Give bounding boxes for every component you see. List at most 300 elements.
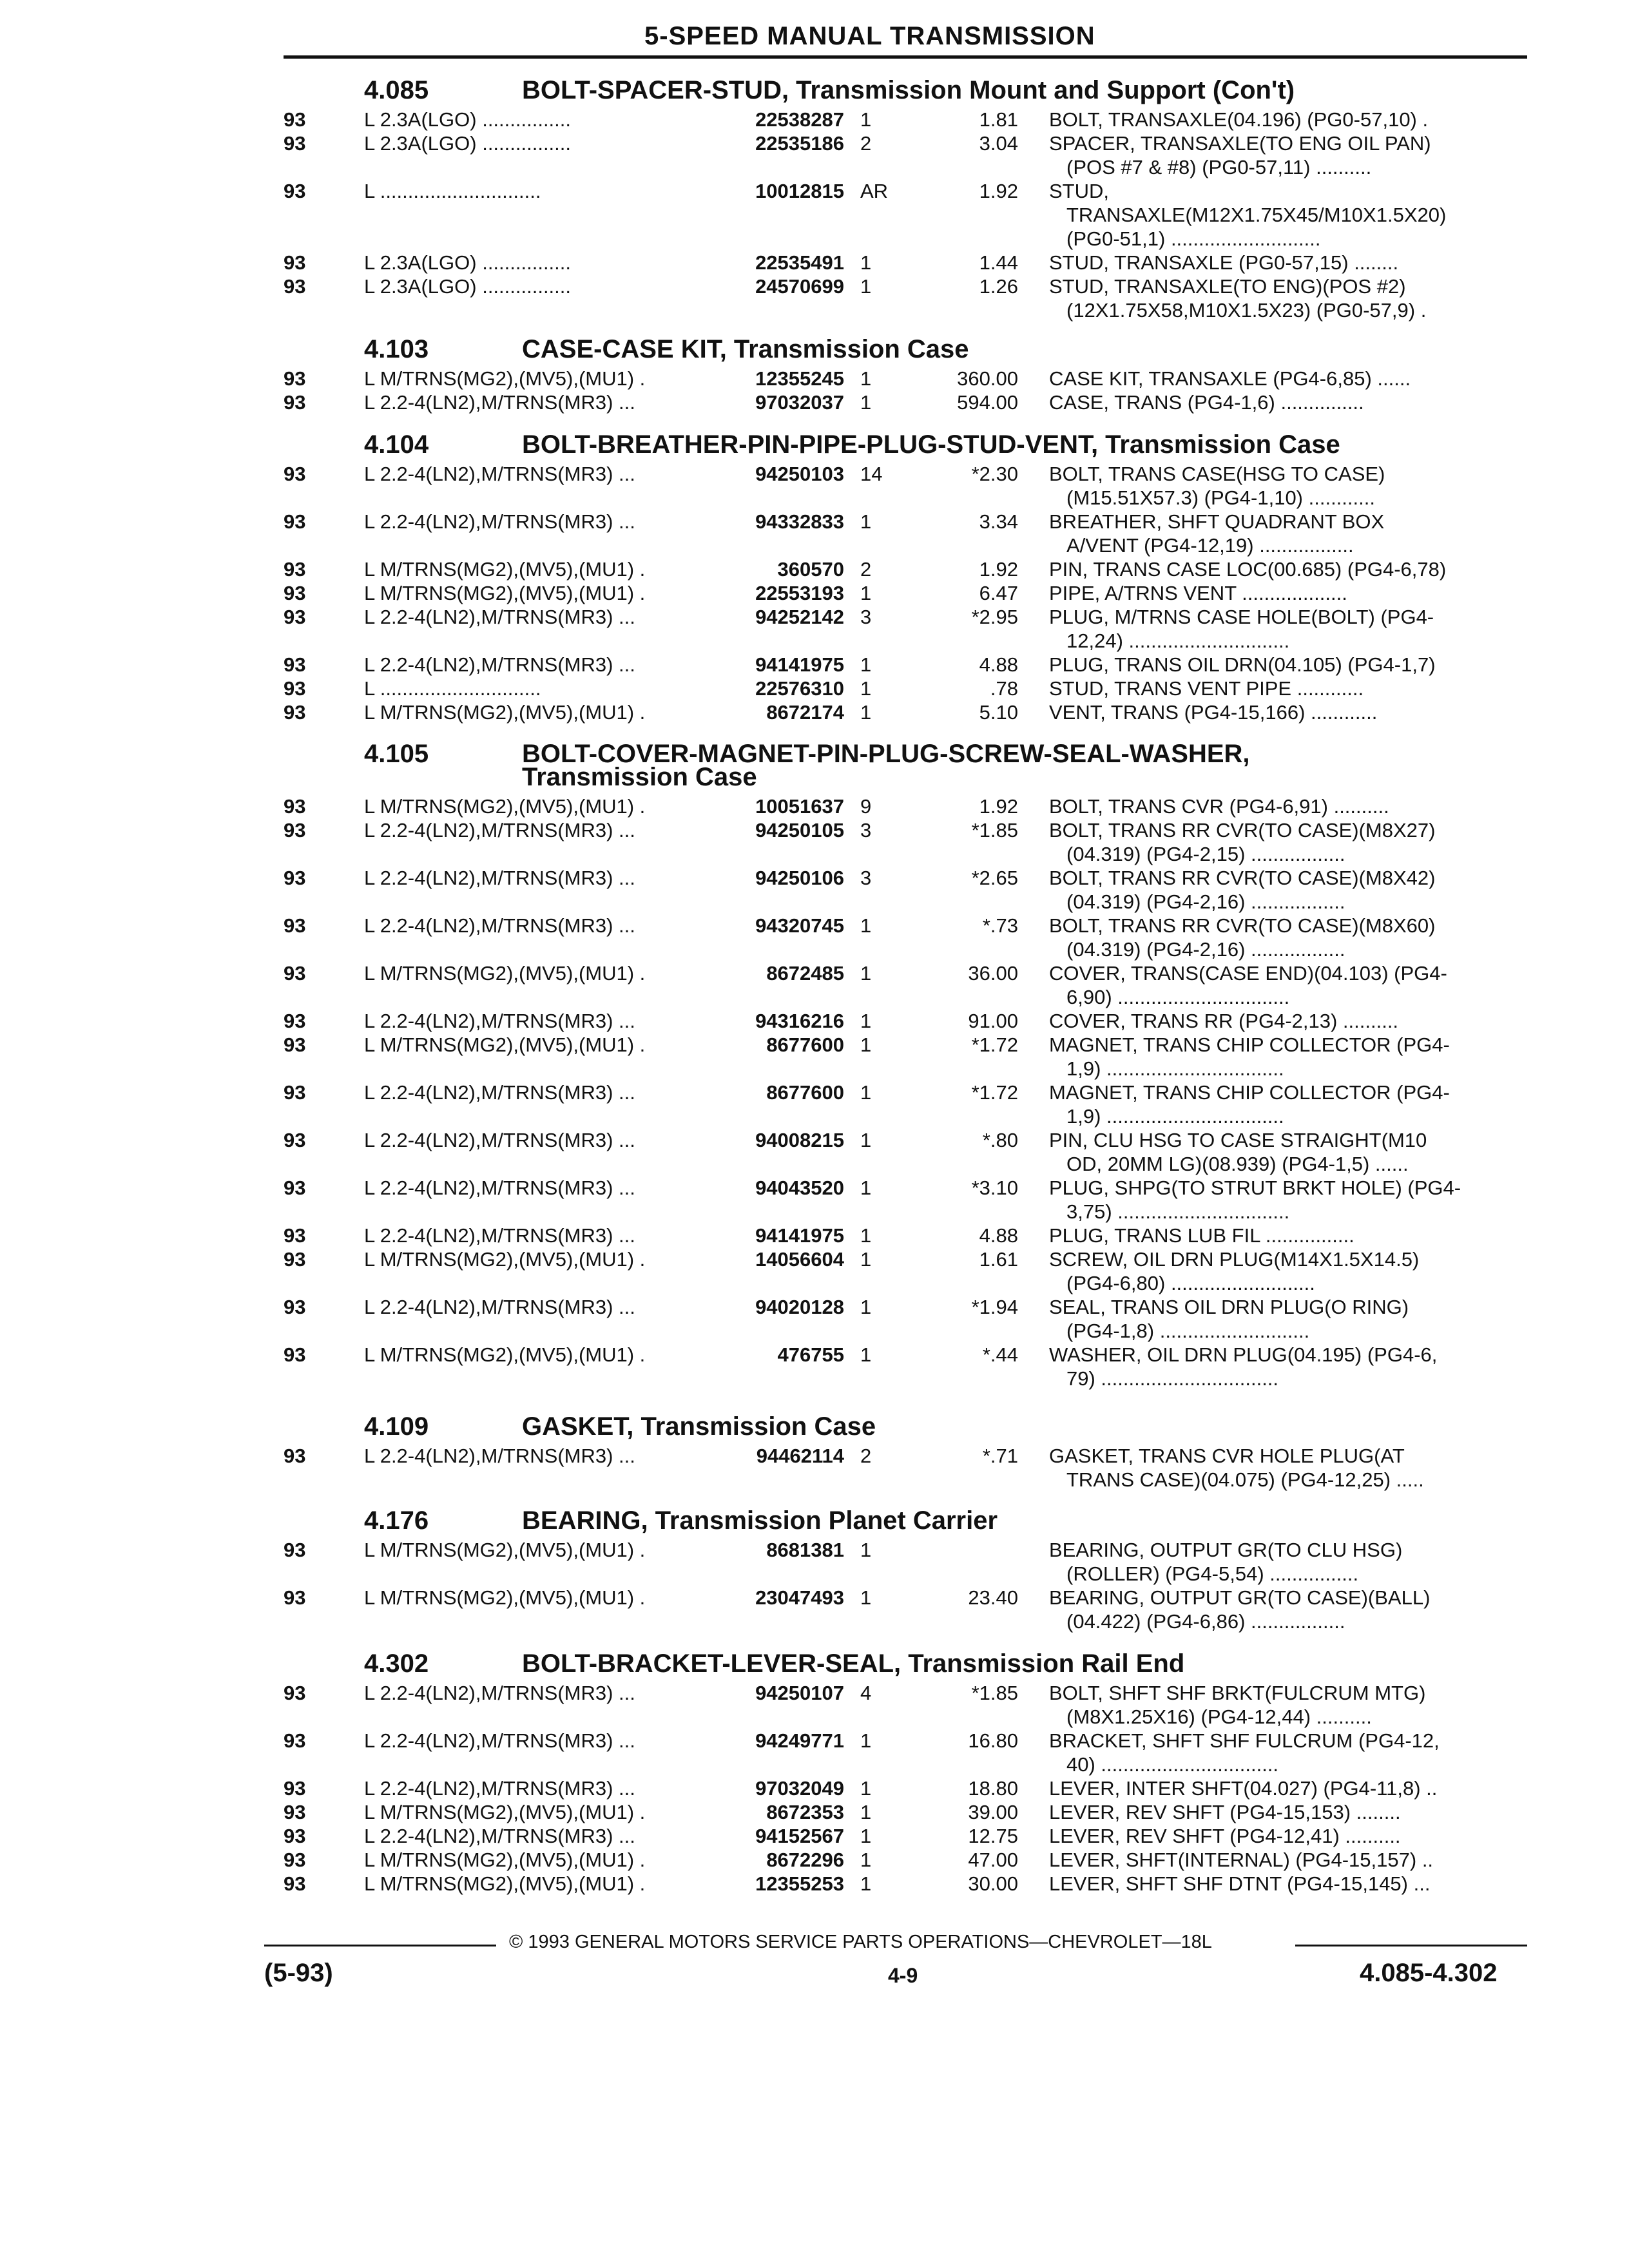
part-number: 22538287 <box>755 108 844 131</box>
footer-divider-left <box>264 1945 496 1946</box>
part-number: 94249771 <box>755 1729 844 1752</box>
price: *2.95 <box>971 606 1018 628</box>
part-description: BOLT, SHFT SHF BRKT(FULCRUM MTG) <box>1049 1682 1426 1704</box>
part-description: LEVER, SHFT SHF DTNT (PG4-15,145) ... <box>1049 1872 1431 1895</box>
application: L 2.2-4(LN2),M/TRNS(MR3) ... <box>364 914 635 937</box>
quantity: 1 <box>860 1539 872 1561</box>
model-year: 93 <box>284 1296 306 1318</box>
quantity: 2 <box>860 132 872 155</box>
part-number: 94141975 <box>755 1224 844 1247</box>
part-description-continued: (12X1.75X58,M10X1.5X23) (PG0-57,9) . <box>1066 299 1427 322</box>
part-number: 97032049 <box>755 1777 844 1800</box>
part-description: SPACER, TRANSAXLE(TO ENG OIL PAN) <box>1049 132 1431 155</box>
part-row <box>0 582 1629 605</box>
quantity: 1 <box>860 914 872 937</box>
application: L 2.2-4(LN2),M/TRNS(MR3) ... <box>364 819 635 841</box>
price: 47.00 <box>968 1849 1018 1871</box>
application: L M/TRNS(MG2),(MV5),(MU1) . <box>364 1539 646 1561</box>
model-year: 93 <box>284 867 306 889</box>
part-description-continued: (04.319) (PG4-2,16) ................. <box>1066 938 1345 961</box>
part-row <box>0 1729 1629 1753</box>
part-row <box>0 1849 1629 1872</box>
price: *.80 <box>982 1129 1018 1151</box>
section-number: 4.103 <box>364 335 429 363</box>
model-year: 93 <box>284 558 306 581</box>
quantity: 1 <box>860 653 872 676</box>
price: 91.00 <box>968 1010 1018 1032</box>
section-title-continued: Transmission Case <box>522 763 757 791</box>
part-number: 14056604 <box>755 1248 844 1271</box>
price: *1.72 <box>971 1033 1018 1056</box>
application: L M/TRNS(MG2),(MV5),(MU1) . <box>364 795 646 818</box>
model-year: 93 <box>284 367 306 390</box>
part-description: CASE, TRANS (PG4-1,6) ............... <box>1049 391 1364 414</box>
part-description: BOLT, TRANS CVR (PG4-6,91) .......... <box>1049 795 1389 818</box>
part-number: 22535186 <box>755 132 844 155</box>
part-number: 8681381 <box>766 1539 844 1561</box>
model-year: 93 <box>284 391 306 414</box>
part-description-continued: (PG4-1,8) ........................... <box>1066 1320 1310 1342</box>
part-number: 476755 <box>777 1343 844 1366</box>
part-row <box>0 795 1629 818</box>
model-year: 93 <box>284 1539 306 1561</box>
part-description-continued: (M8X1.25X16) (PG4-12,44) .......... <box>1066 1706 1372 1728</box>
part-description: LEVER, REV SHFT (PG4-15,153) ........ <box>1049 1801 1401 1823</box>
model-year: 93 <box>284 1177 306 1199</box>
application: L M/TRNS(MG2),(MV5),(MU1) . <box>364 558 646 581</box>
part-description-continued: (04.319) (PG4-2,16) ................. <box>1066 890 1345 913</box>
part-number: 94250106 <box>755 867 844 889</box>
part-description: BOLT, TRANS RR CVR(TO CASE)(M8X60) <box>1049 914 1436 937</box>
part-description: BOLT, TRANS CASE(HSG TO CASE) <box>1049 463 1385 485</box>
part-description-continued: TRANS CASE)(04.075) (PG4-12,25) ..... <box>1066 1468 1424 1491</box>
quantity: 1 <box>860 1729 872 1752</box>
part-description: BREATHER, SHFT QUADRANT BOX <box>1049 510 1385 533</box>
section-title: GASKET, Transmission Case <box>522 1412 876 1441</box>
model-year: 93 <box>284 1849 306 1871</box>
price: 3.04 <box>979 132 1018 155</box>
price: 1.92 <box>979 180 1018 202</box>
part-description: COVER, TRANS RR (PG4-2,13) .......... <box>1049 1010 1399 1032</box>
part-number: 94250107 <box>755 1682 844 1704</box>
part-row <box>0 962 1629 985</box>
quantity: 1 <box>860 1129 872 1151</box>
part-row <box>0 1801 1629 1824</box>
part-description-continued: 79) ................................ <box>1066 1367 1279 1390</box>
quantity: 14 <box>860 463 883 485</box>
section-title: CASE-CASE KIT, Transmission Case <box>522 335 969 363</box>
price: 1.61 <box>979 1248 1018 1271</box>
application: L M/TRNS(MG2),(MV5),(MU1) . <box>364 701 646 724</box>
part-description-continued: TRANSAXLE(M12X1.75X45/M10X1.5X20) <box>1066 204 1447 226</box>
part-row <box>0 1445 1629 1468</box>
model-year: 93 <box>284 275 306 298</box>
price: 23.40 <box>968 1586 1018 1609</box>
quantity: 1 <box>860 582 872 604</box>
price: 6.47 <box>979 582 1018 604</box>
section-title: BOLT-BREATHER-PIN-PIPE-PLUG-STUD-VENT, Transmission Case <box>522 430 1340 459</box>
model-year: 93 <box>284 108 306 131</box>
copyright-notice: © 1993 GENERAL MOTORS SERVICE PARTS OPERATIONS—CHEVROLET—18L <box>509 1932 1212 1952</box>
quantity: 1 <box>860 1010 872 1032</box>
part-description: CASE KIT, TRANSAXLE (PG4-6,85) ...... <box>1049 367 1411 390</box>
model-year: 93 <box>284 1343 306 1366</box>
application: L 2.3A(LGO) ................ <box>364 251 572 274</box>
price: 4.88 <box>979 653 1018 676</box>
part-number: 8677600 <box>766 1081 844 1104</box>
application: L 2.3A(LGO) ................ <box>364 108 572 131</box>
part-description: STUD, TRANSAXLE (PG0-57,15) ........ <box>1049 251 1399 274</box>
model-year: 93 <box>284 1777 306 1800</box>
part-row <box>0 1296 1629 1319</box>
part-description: BEARING, OUTPUT GR(TO CASE)(BALL) <box>1049 1586 1431 1609</box>
part-description: COVER, TRANS(CASE END)(04.103) (PG4- <box>1049 962 1447 985</box>
application: L 2.2-4(LN2),M/TRNS(MR3) ... <box>364 391 635 414</box>
page-title: 5-SPEED MANUAL TRANSMISSION <box>644 22 1095 50</box>
part-description-continued: (04.422) (PG4-6,86) ................. <box>1066 1610 1345 1633</box>
quantity: 1 <box>860 367 872 390</box>
price: 594.00 <box>957 391 1018 414</box>
application: L 2.2-4(LN2),M/TRNS(MR3) ... <box>364 867 635 889</box>
model-year: 93 <box>284 1224 306 1247</box>
part-description-continued: (PG4-6,80) .......................... <box>1066 1272 1315 1294</box>
quantity: 1 <box>860 1849 872 1871</box>
part-description: SCREW, OIL DRN PLUG(M14X1.5X14.5) <box>1049 1248 1420 1271</box>
part-row <box>0 558 1629 581</box>
part-number: 12355253 <box>755 1872 844 1895</box>
application: L M/TRNS(MG2),(MV5),(MU1) . <box>364 1248 646 1271</box>
part-row <box>0 1586 1629 1610</box>
part-row <box>0 1343 1629 1367</box>
price: .78 <box>990 677 1018 700</box>
part-number: 8677600 <box>766 1033 844 1056</box>
part-description: LEVER, REV SHFT (PG4-12,41) .......... <box>1049 1825 1401 1847</box>
quantity: 1 <box>860 1343 872 1366</box>
quantity: 1 <box>860 701 872 724</box>
part-number: 10012815 <box>755 180 844 202</box>
application: L M/TRNS(MG2),(MV5),(MU1) . <box>364 1801 646 1823</box>
part-description-continued: 1,9) ................................ <box>1066 1105 1284 1128</box>
application: L M/TRNS(MG2),(MV5),(MU1) . <box>364 962 646 985</box>
part-description: PLUG, M/TRNS CASE HOLE(BOLT) (PG4- <box>1049 606 1434 628</box>
part-number: 10051637 <box>755 795 844 818</box>
part-description: BOLT, TRANS RR CVR(TO CASE)(M8X27) <box>1049 819 1436 841</box>
price: *1.72 <box>971 1081 1018 1104</box>
part-number: 22576310 <box>755 677 844 700</box>
part-row <box>0 1129 1629 1152</box>
price: 1.92 <box>979 795 1018 818</box>
model-year: 93 <box>284 962 306 985</box>
part-description-continued: (M15.51X57.3) (PG4-1,10) ............ <box>1066 486 1375 509</box>
part-description-continued: (POS #7 & #8) (PG0-57,11) .......... <box>1066 156 1372 178</box>
model-year: 93 <box>284 1682 306 1704</box>
section-title: BEARING, Transmission Planet Carrier <box>522 1506 998 1535</box>
application: L 2.2-4(LN2),M/TRNS(MR3) ... <box>364 1224 635 1247</box>
section-title: BOLT-COVER-MAGNET-PIN-PLUG-SCREW-SEAL-WASHER, <box>522 740 1250 768</box>
model-year: 93 <box>284 1445 306 1467</box>
part-row <box>0 1248 1629 1271</box>
part-number: 23047493 <box>755 1586 844 1609</box>
section-number: 4.085 <box>364 76 429 104</box>
model-year: 93 <box>284 1872 306 1895</box>
part-description: WASHER, OIL DRN PLUG(04.195) (PG4-6, <box>1049 1343 1438 1366</box>
part-description: PLUG, TRANS OIL DRN(04.105) (PG4-1,7) <box>1049 653 1436 676</box>
quantity: 1 <box>860 1081 872 1104</box>
quantity: 3 <box>860 819 872 841</box>
price: *.71 <box>982 1445 1018 1467</box>
application: L 2.2-4(LN2),M/TRNS(MR3) ... <box>364 1296 635 1318</box>
quantity: 1 <box>860 1825 872 1847</box>
part-description-continued: 1,9) ................................ <box>1066 1057 1284 1080</box>
model-year: 93 <box>284 653 306 676</box>
part-description: GASKET, TRANS CVR HOLE PLUG(AT <box>1049 1445 1405 1467</box>
part-row <box>0 1081 1629 1104</box>
part-row <box>0 251 1629 274</box>
part-number: 8672296 <box>766 1849 844 1871</box>
price: *1.94 <box>971 1296 1018 1318</box>
model-year: 93 <box>284 463 306 485</box>
model-year: 93 <box>284 1586 306 1609</box>
model-year: 93 <box>284 1033 306 1056</box>
part-description: VENT, TRANS (PG4-15,166) ............ <box>1049 701 1378 724</box>
part-number: 24570699 <box>755 275 844 298</box>
part-row <box>0 701 1629 724</box>
model-year: 93 <box>284 1248 306 1271</box>
part-description: PIN, TRANS CASE LOC(00.685) (PG4-6,78) <box>1049 558 1447 581</box>
part-number: 360570 <box>777 558 844 581</box>
section-number: 4.104 <box>364 430 429 459</box>
part-description-continued: 6,90) ............................... <box>1066 986 1290 1008</box>
quantity: 3 <box>860 606 872 628</box>
application: L M/TRNS(MG2),(MV5),(MU1) . <box>364 582 646 604</box>
quantity: AR <box>860 180 889 202</box>
part-number: 22535491 <box>755 251 844 274</box>
application: L M/TRNS(MG2),(MV5),(MU1) . <box>364 1586 646 1609</box>
quantity: 1 <box>860 1177 872 1199</box>
part-description-continued: (04.319) (PG4-2,15) ................. <box>1066 843 1345 865</box>
part-number: 94020128 <box>755 1296 844 1318</box>
part-description: PLUG, TRANS LUB FIL ................ <box>1049 1224 1354 1247</box>
section-number: 4.302 <box>364 1649 429 1678</box>
part-number: 94043520 <box>755 1177 844 1199</box>
part-row <box>0 1177 1629 1200</box>
part-row <box>0 653 1629 677</box>
model-year: 93 <box>284 180 306 202</box>
part-description: BEARING, OUTPUT GR(TO CLU HSG) <box>1049 1539 1403 1561</box>
quantity: 1 <box>860 1296 872 1318</box>
part-row <box>0 677 1629 700</box>
application: L M/TRNS(MG2),(MV5),(MU1) . <box>364 1849 646 1871</box>
model-year: 93 <box>284 914 306 937</box>
part-row <box>0 391 1629 414</box>
part-row <box>0 1825 1629 1848</box>
model-year: 93 <box>284 251 306 274</box>
part-row <box>0 180 1629 203</box>
model-year: 93 <box>284 701 306 724</box>
price: 39.00 <box>968 1801 1018 1823</box>
part-row <box>0 867 1629 890</box>
part-row <box>0 1224 1629 1247</box>
application: L 2.2-4(LN2),M/TRNS(MR3) ... <box>364 463 635 485</box>
part-row <box>0 606 1629 629</box>
application: L M/TRNS(MG2),(MV5),(MU1) . <box>364 367 646 390</box>
revision-date: (5-93) <box>264 1959 333 1987</box>
part-number: 94332833 <box>755 510 844 533</box>
quantity: 2 <box>860 1445 872 1467</box>
price: *1.85 <box>971 819 1018 841</box>
part-row <box>0 275 1629 298</box>
part-number: 94152567 <box>755 1825 844 1847</box>
part-description: PLUG, SHPG(TO STRUT BRKT HOLE) (PG4- <box>1049 1177 1461 1199</box>
part-number: 8672485 <box>766 962 844 985</box>
price: *.44 <box>982 1343 1018 1366</box>
part-description-continued: A/VENT (PG4-12,19) ................. <box>1066 534 1354 557</box>
price: 3.34 <box>979 510 1018 533</box>
part-number: 94320745 <box>755 914 844 937</box>
application: L 2.2-4(LN2),M/TRNS(MR3) ... <box>364 1445 635 1467</box>
part-row <box>0 1872 1629 1896</box>
part-number: 8672353 <box>766 1801 844 1823</box>
quantity: 1 <box>860 1777 872 1800</box>
price: *.73 <box>982 914 1018 937</box>
quantity: 1 <box>860 251 872 274</box>
price: *2.65 <box>971 867 1018 889</box>
price: *2.30 <box>971 463 1018 485</box>
part-description: SEAL, TRANS OIL DRN PLUG(O RING) <box>1049 1296 1409 1318</box>
part-number: 94250103 <box>755 463 844 485</box>
model-year: 93 <box>284 1081 306 1104</box>
part-number: 8672174 <box>766 701 844 724</box>
page-number: 4-9 <box>888 1964 918 1987</box>
price: 1.92 <box>979 558 1018 581</box>
part-row <box>0 108 1629 131</box>
part-row <box>0 463 1629 486</box>
application: L ............................. <box>364 677 541 700</box>
part-description: LEVER, INTER SHFT(04.027) (PG4-11,8) .. <box>1049 1777 1438 1800</box>
model-year: 93 <box>284 132 306 155</box>
application: L ............................. <box>364 180 541 202</box>
model-year: 93 <box>284 582 306 604</box>
price: 16.80 <box>968 1729 1018 1752</box>
quantity: 1 <box>860 1248 872 1271</box>
application: L 2.2-4(LN2),M/TRNS(MR3) ... <box>364 1129 635 1151</box>
application: L 2.3A(LGO) ................ <box>364 132 572 155</box>
part-number: 12355245 <box>755 367 844 390</box>
application: L 2.2-4(LN2),M/TRNS(MR3) ... <box>364 606 635 628</box>
part-row <box>0 1010 1629 1033</box>
application: L 2.2-4(LN2),M/TRNS(MR3) ... <box>364 1729 635 1752</box>
part-row <box>0 367 1629 390</box>
part-row <box>0 1033 1629 1057</box>
application: L 2.2-4(LN2),M/TRNS(MR3) ... <box>364 1081 635 1104</box>
quantity: 9 <box>860 795 872 818</box>
application: L 2.2-4(LN2),M/TRNS(MR3) ... <box>364 1177 635 1199</box>
section-number: 4.176 <box>364 1506 429 1535</box>
header-divider <box>284 55 1527 59</box>
application: L 2.2-4(LN2),M/TRNS(MR3) ... <box>364 653 635 676</box>
part-description: MAGNET, TRANS CHIP COLLECTOR (PG4- <box>1049 1081 1450 1104</box>
application: L 2.2-4(LN2),M/TRNS(MR3) ... <box>364 1825 635 1847</box>
part-number: 94008215 <box>755 1129 844 1151</box>
application: L M/TRNS(MG2),(MV5),(MU1) . <box>364 1872 646 1895</box>
part-description-continued: OD, 20MM LG)(08.939) (PG4-1,5) ...... <box>1066 1153 1409 1175</box>
part-row <box>0 819 1629 842</box>
part-description: STUD, <box>1049 180 1109 202</box>
part-row <box>0 132 1629 155</box>
model-year: 93 <box>284 677 306 700</box>
model-year: 93 <box>284 1129 306 1151</box>
part-number: 94141975 <box>755 653 844 676</box>
price: 1.81 <box>979 108 1018 131</box>
model-year: 93 <box>284 510 306 533</box>
application: L 2.2-4(LN2),M/TRNS(MR3) ... <box>364 1010 635 1032</box>
part-row <box>0 1777 1629 1800</box>
price: 12.75 <box>968 1825 1018 1847</box>
quantity: 1 <box>860 962 872 985</box>
section-range: 4.085-4.302 <box>1360 1959 1498 1987</box>
part-number: 22553193 <box>755 582 844 604</box>
part-description: MAGNET, TRANS CHIP COLLECTOR (PG4- <box>1049 1033 1450 1056</box>
price: 1.44 <box>979 251 1018 274</box>
application: L 2.3A(LGO) ................ <box>364 275 572 298</box>
part-description: STUD, TRANSAXLE(TO ENG)(POS #2) <box>1049 275 1406 298</box>
price: 36.00 <box>968 962 1018 985</box>
quantity: 1 <box>860 677 872 700</box>
part-number: 97032037 <box>755 391 844 414</box>
application: L M/TRNS(MG2),(MV5),(MU1) . <box>364 1343 646 1366</box>
quantity: 1 <box>860 1033 872 1056</box>
quantity: 1 <box>860 108 872 131</box>
model-year: 93 <box>284 1010 306 1032</box>
section-number: 4.109 <box>364 1412 429 1441</box>
quantity: 1 <box>860 1801 872 1823</box>
model-year: 93 <box>284 1825 306 1847</box>
price: *1.85 <box>971 1682 1018 1704</box>
model-year: 93 <box>284 1801 306 1823</box>
part-number: 94252142 <box>755 606 844 628</box>
part-row <box>0 1682 1629 1705</box>
part-description-continued: 12,24) ............................. <box>1066 629 1290 652</box>
model-year: 93 <box>284 795 306 818</box>
price: 1.26 <box>979 275 1018 298</box>
quantity: 3 <box>860 867 872 889</box>
application: L M/TRNS(MG2),(MV5),(MU1) . <box>364 1033 646 1056</box>
quantity: 4 <box>860 1682 872 1704</box>
quantity: 1 <box>860 1224 872 1247</box>
part-description-continued: (PG0-51,1) ........................... <box>1066 227 1321 250</box>
section-title: BOLT-SPACER-STUD, Transmission Mount and Support (Con't) <box>522 76 1295 104</box>
model-year: 93 <box>284 1729 306 1752</box>
part-number: 94316216 <box>755 1010 844 1032</box>
model-year: 93 <box>284 606 306 628</box>
quantity: 2 <box>860 558 872 581</box>
price: 18.80 <box>968 1777 1018 1800</box>
part-row <box>0 510 1629 533</box>
price: *3.10 <box>971 1177 1018 1199</box>
part-row <box>0 1539 1629 1562</box>
price: 360.00 <box>957 367 1018 390</box>
application: L 2.2-4(LN2),M/TRNS(MR3) ... <box>364 510 635 533</box>
part-description: BRACKET, SHFT SHF FULCRUM (PG4-12, <box>1049 1729 1440 1752</box>
section-title: BOLT-BRACKET-LEVER-SEAL, Transmission Rail End <box>522 1649 1185 1678</box>
application: L 2.2-4(LN2),M/TRNS(MR3) ... <box>364 1777 635 1800</box>
price: 4.88 <box>979 1224 1018 1247</box>
part-description: BOLT, TRANSAXLE(04.196) (PG0-57,10) . <box>1049 108 1429 131</box>
model-year: 93 <box>284 819 306 841</box>
section-number: 4.105 <box>364 740 429 768</box>
part-description: PIPE, A/TRNS VENT ................... <box>1049 582 1347 604</box>
price: 30.00 <box>968 1872 1018 1895</box>
